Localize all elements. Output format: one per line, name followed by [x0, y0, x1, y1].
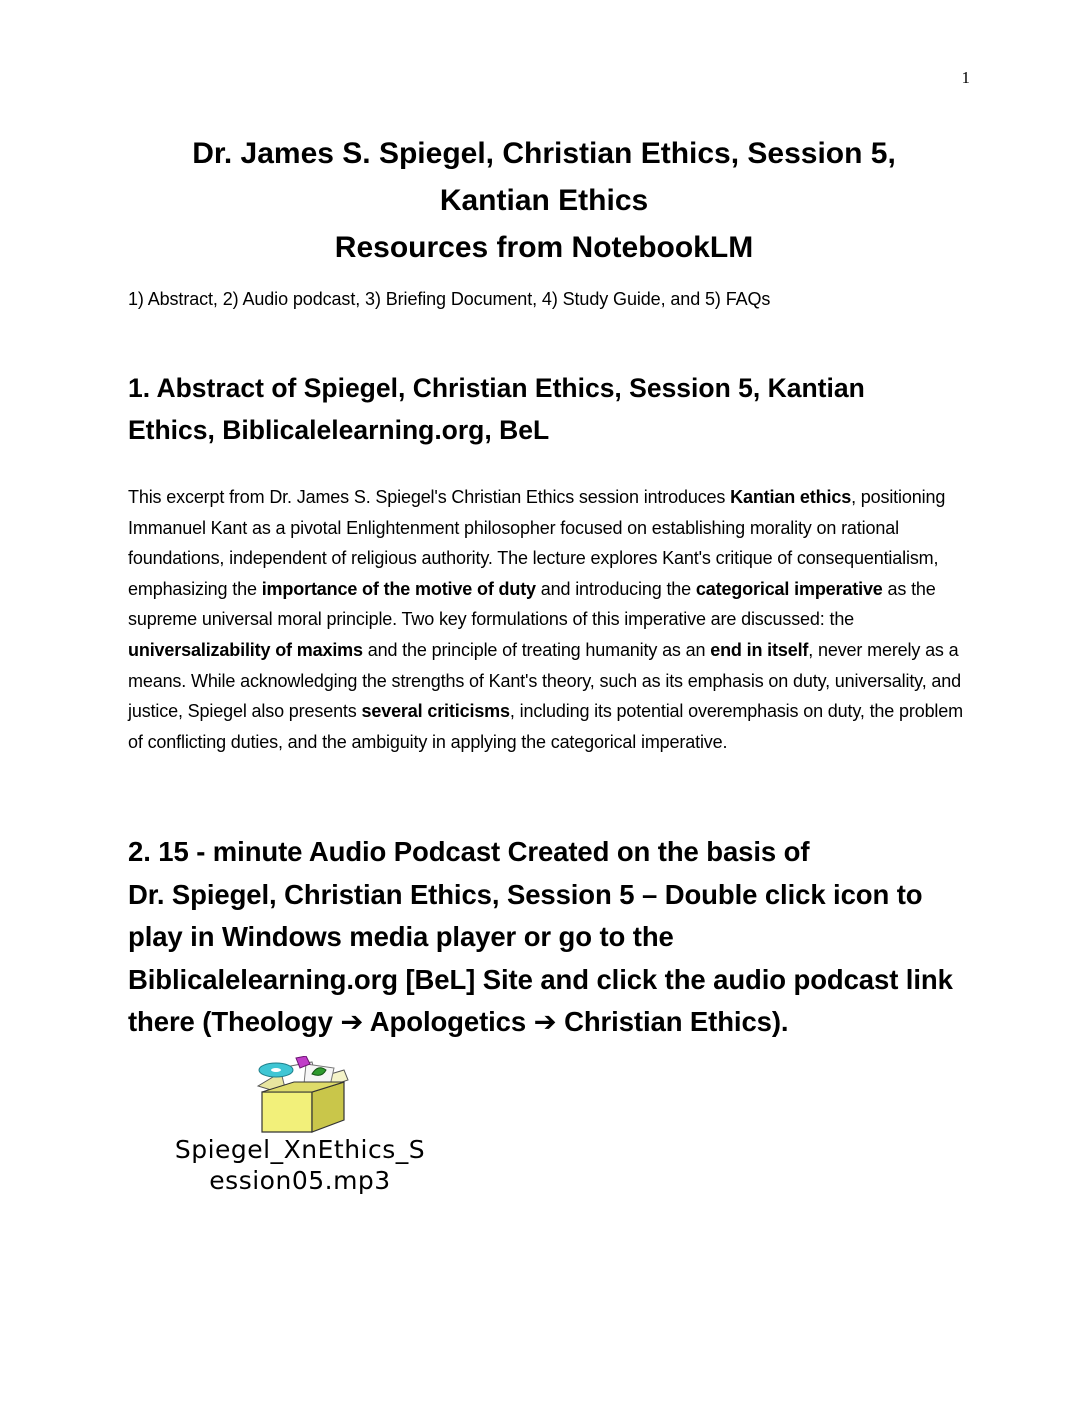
abstract-text: and the principle of treating humanity as an	[362, 639, 711, 660]
abstract-text: This excerpt from Dr. James S. Spiegel's Christian Ethics session introduces	[128, 487, 731, 507]
section-1-heading	[128, 367, 968, 451]
abstract-bold-term: universalizability of maxims	[128, 639, 363, 660]
package-icon[interactable]	[246, 1056, 356, 1134]
section-2-line-3: play in Windows media player or go to the	[128, 921, 674, 953]
abstract-bold-term: categorical imperative	[695, 578, 883, 599]
abstract-paragraph	[128, 482, 968, 757]
abstract-bold-term: Kantian ethics	[730, 487, 852, 507]
attachment-filename-line-2: ession05.mp3	[209, 1166, 391, 1195]
abstract-text: as the supreme universal moral principle. Two key formulations of this imperative are discussed: the	[128, 578, 936, 630]
section-2-line-4: Biblicalelearning.org [BeL] Site and click the audio podcast link	[128, 963, 953, 995]
section-2-heading	[128, 831, 968, 1044]
section-1-heading-line-2: Ethics, Biblicalelearning.org, BeL	[128, 415, 550, 445]
title-line-3: Resources from NotebookLM	[334, 231, 754, 264]
abstract-bold-term: several criticisms	[361, 701, 510, 722]
resources-list: 1) Abstract, 2) Audio podcast, 3) Briefing Document, 4) Study Guide, and 5) FAQs	[128, 289, 771, 309]
title-line-2: Kantian Ethics	[439, 184, 649, 217]
right-arrow-icon: ➔	[340, 1006, 364, 1038]
title-line-1: Dr. James S. Spiegel, Christian Ethics, Session 5,	[192, 137, 896, 170]
section-2-line-5-start: there (Theology	[128, 1006, 341, 1038]
attachment-filename-line-1: Spiegel_XnEthics_S	[174, 1135, 426, 1164]
abstract-text: , positioning Immanuel Kant as a pivotal Enlightenment philosopher focused on establishing morality on rational foundations, independent of religious authority. The lecture explores Kant's critique of consequentialism, emphasizing the	[128, 487, 946, 599]
section-2-line-5-mid1: Apologetics	[363, 1006, 534, 1038]
abstract-bold-term: importance of the motive of duty	[261, 578, 536, 599]
abstract-text: , never merely as a means. While acknowledging the strengths of Kant's theory, such as its emphasis on duty, universality, and justice, Spiegel also presents	[128, 639, 961, 722]
abstract-text: and introducing the	[535, 578, 696, 599]
section-2-line-1: 2. 15 - minute Audio Podcast Created on the basis of	[128, 836, 810, 867]
section-2-line-2: Dr. Spiegel, Christian Ethics, Session 5 – Double click icon to	[128, 878, 923, 910]
abstract-text: , including its potential overemphasis on duty, the problem of conflicting duties, and the ambiguity in applying the categorical imperative.	[128, 701, 963, 752]
page-number: 1	[961, 68, 970, 87]
attachment-filename[interactable]	[128, 1134, 472, 1196]
section-2-line-5-mid2: Christian Ethics).	[556, 1006, 789, 1038]
package-icon-graphic	[246, 1056, 356, 1134]
section-1-heading-line-1: 1. Abstract of Spiegel, Christian Ethics, Session 5, Kantian	[128, 373, 865, 403]
abstract-bold-term: end in itself	[710, 639, 809, 660]
right-arrow-icon: ➔	[533, 1006, 557, 1038]
document-title	[0, 130, 1088, 271]
